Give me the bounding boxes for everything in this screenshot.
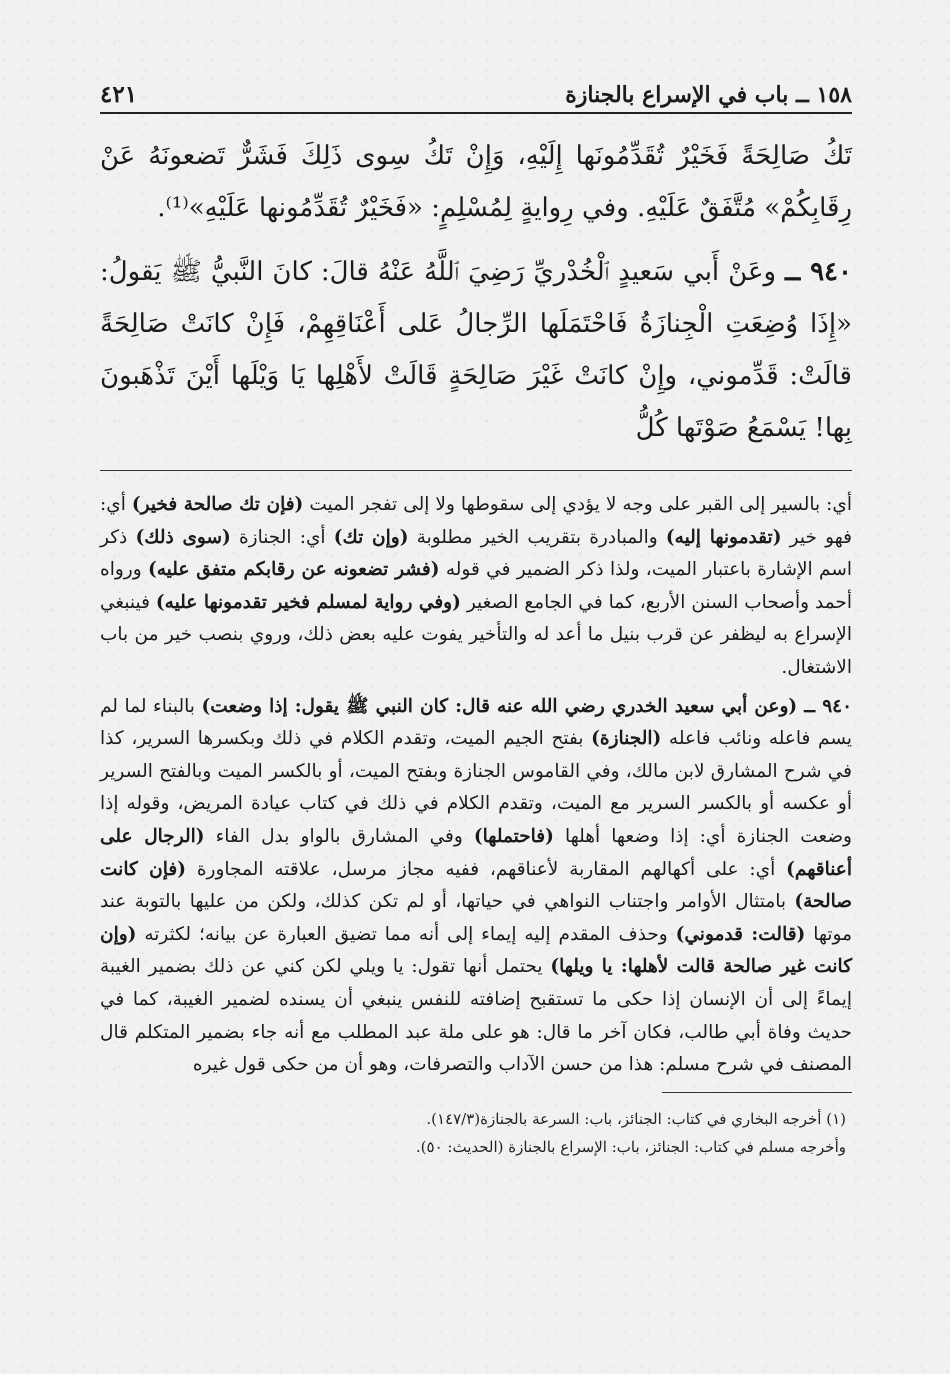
footnote-1: (١) أخرجه البخاري في كتاب: الجنائز، باب: السرعة بالجنازة(١٤٧/٣). — [426, 1109, 846, 1128]
commentary-quoted-phrase: (فشر تضعونه عن رقابكم متفق عليه) — [147, 559, 440, 581]
footnote-divider — [662, 1092, 852, 1093]
commentary-quoted-phrase: (فإن كانت صالحة) — [100, 858, 852, 913]
commentary-run: أي: فهو خير — [100, 494, 853, 548]
commentary-run: والمبادرة بتقريب الخير مطلوبة — [408, 526, 666, 548]
commentary-run: وحذف المقدم إليه إيماء إلى أنه مما تضيق العبارة عن بيانه؛ لكثرته — [136, 923, 676, 945]
commentary-quoted-phrase: (سوى ذلك) — [135, 526, 231, 548]
section-divider — [100, 470, 852, 471]
commentary-quoted-phrase: (وفي رواية لمسلم فخير تقدمونها عليه) — [155, 591, 461, 613]
hadith-940-text: وعَنْ أَبي سَعيدٍ ٱلْخُدْريِّ رَضِيَ ٱللَّهُ عَنْهُ قالَ: كانَ النَّبيُّ ﷺ يَقولُ: «إِذَا وُضِعَتِ الْجِنازَةُ فَاحْتَمَلَها الرِّجالُ عَلى أَعْنَاقِهِمْ، فَإِنْ كانَتْ صَالِحَةً قالَتْ: قَدِّموني، وإِنْ كانَتْ غَيْرَ صَالِحَةٍ قَالَتْ لأَهْلِها يَا وَيْلَها أَيْنَ تَذْهَبونَ بِها! يَسْمَعُ صَوْتَها كُلُّ — [100, 257, 852, 443]
commentary-quoted-phrase: (فإن تك صالحة فخير) — [131, 494, 304, 515]
page-number: ٤٢١ — [100, 81, 138, 108]
commentary-section — [100, 489, 852, 1082]
hadith-940 — [100, 246, 852, 454]
commentary-run: وفي المشارق بالواو بدل الفاء — [204, 825, 474, 847]
commentary-quoted-phrase: (فاحتملها) — [473, 825, 554, 847]
commentary-quoted-phrase: ٩٤٠ ــ (وعن أبي سعيد الخدري رضي الله عنه قال: كان النبي ﷺ يقول: إذا وضعت) — [201, 695, 853, 717]
commentary-quoted-phrase: (الجنازة) — [591, 728, 662, 750]
commentary-run: بفتح الجيم الميت، وتقدم الكلام في ذلك وبكسرها السرير، كذا في شرح المشارق لابن مالك، وفي القاموس الجنازة وبفتح الميت، أو بالكسر الميت وبالفتح السرير أو عكسه أو بالكسر السرير مع الميت، وتقدم الكلام في ذلك في كتاب عيادة المريض، وقوله إذا وضعت الجنازة أي: إذا وضعها أهلها — [100, 728, 852, 847]
running-title: ١٥٨ ــ باب في الإسراع بالجنازة — [565, 82, 852, 108]
commentary-run: فينبغي الإسراع به ليظفر عن قرب بنيل ما أعد له والتأخير يفوت عليه بعض ذلك، وروي بنصب خير من باب الاشتغال. — [100, 591, 852, 678]
hadith-continuation: تَكُ صَالِحَةً فَخَيْرٌ تُقَدِّمُونَها إِلَيْهِ، وَإِنْ تَكُ سِوى ذَلِكَ فَشَرٌّ تَضعونَهُ عَنْ رِقَابِكُمْ» مُتَّفَقٌ عَلَيْهِ. وفي رِوايةٍ لِمُسْلِمٍ: «فَخَيْرٌ تُقَدِّمُونها عَلَيْهِ»⁽¹⁾. — [100, 141, 852, 223]
commentary-run: ذكر اسم الإشارة باعتبار الميت، ولذا ذكر الضمير في قوله — [100, 526, 852, 581]
commentary-quoted-phrase: (قالت: قدموني) — [675, 923, 806, 945]
commentary-run: أي: الجنازة — [230, 526, 334, 548]
footnote-1-continued: وأخرجه مسلم في كتاب: الجنائز، باب: الإسراع بالجنازة (الحديث: ٥٠). — [415, 1137, 846, 1156]
hadith-text-section — [100, 130, 852, 454]
commentary-quoted-phrase: (الرجال على أعناقهم) — [100, 825, 852, 880]
commentary-quoted-phrase: (وإن كانت غير صالحة قالت لأهلها: يا ويلها) — [100, 923, 853, 978]
commentary-run: ورواه أحمد وأصحاب السنن الأربع، كما في الجامع الصغير — [100, 559, 852, 613]
commentary-paragraph-1 — [100, 489, 852, 685]
commentary-quoted-phrase: (وإن تك) — [333, 526, 409, 548]
commentary-run: بامتثال الأوامر واجتناب النواهي في حياتها، أو لم تكن كذلك، ولكن من عليها بالتوبة عند موتها — [100, 891, 852, 945]
commentary-run: بالبناء لما لم يسم فاعله ونائب فاعله — [100, 695, 852, 750]
page-header — [100, 78, 852, 114]
commentary-run: أي: على أكهالهم المقاربة لأعناقهم، ففيه مجاز مرسل، علاقته المجاورة — [186, 858, 787, 880]
commentary-run: أي: بالسير إلى القبر على وجه لا يؤدي إلى سقوطها ولا إلى تفجر الميت — [303, 494, 852, 515]
commentary-quoted-phrase: (تقدمونها إليه) — [665, 526, 782, 548]
commentary-run: يحتمل أنها تقول: يا ويلي لكن كني عن ذلك بضمير الغيبة إيماءً إلى أن الإنسان إذا حكى ما تستقبح إضافته للنفس ينبغي أن يسنده لضمير الغيبة، كما في حديث وفاة أبي طالب، فكان آخر ما قال: هو على ملة عبد المطلب مع أنه جاء بضمير المتكلم قال المصنف في شرح مسلم: هذا من حسن الآداب والتصرفات، وهو أن من حكى قول غيره — [100, 956, 852, 1076]
commentary-paragraph-2 — [100, 691, 852, 1082]
footnotes — [100, 1105, 852, 1161]
hadith-number: ٩٤٠ ــ — [785, 257, 852, 287]
